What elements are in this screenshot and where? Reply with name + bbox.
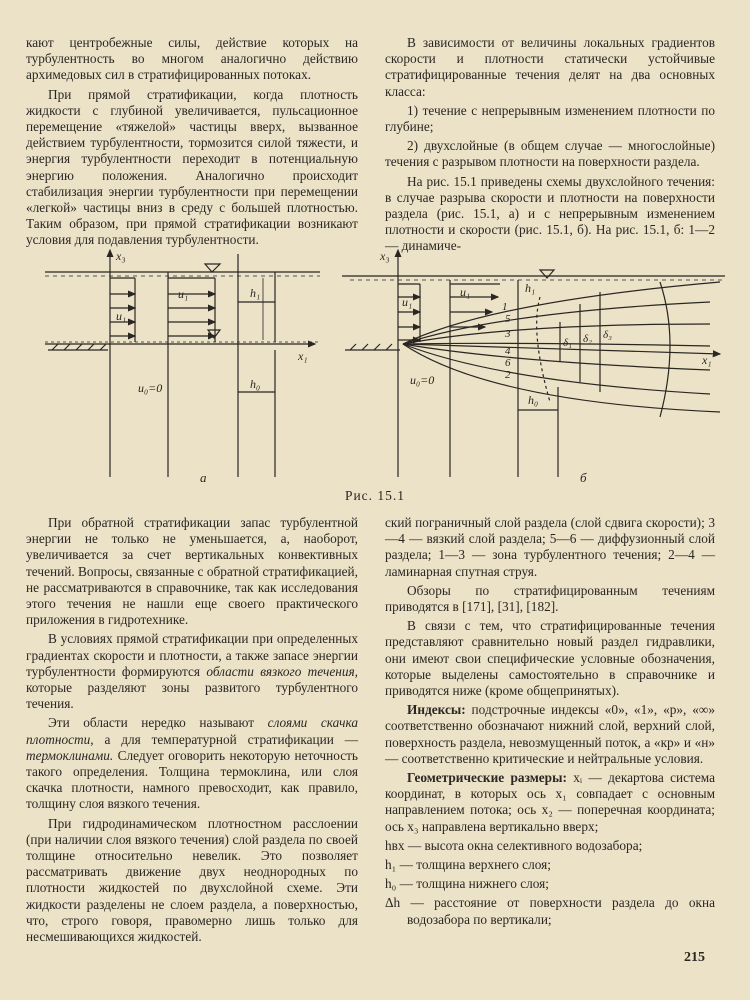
label-u1-a1: u₁ xyxy=(116,309,127,323)
curve-label-4: 4 xyxy=(505,345,511,357)
label-h0-b: h₀ xyxy=(528,393,539,407)
heading-indices: Индексы: xyxy=(407,702,466,718)
definition-item: Δh — расстояние от поверхности раздела до окна водозабора по вертикали; xyxy=(385,895,715,927)
figure-diagram xyxy=(20,242,732,487)
label-u1-a2: u₁ xyxy=(178,287,189,301)
paragraph: ский пограничный слой раздела (слой сдвига скорости); 3—4 — вязкий слой раздела; 5—6 — диффузионный слой раздела; 1—3 — зона турбулентного течения; 2—4 — ламинарная спутная струя. xyxy=(385,515,715,579)
label-u1-b2: u₁ xyxy=(460,285,471,299)
paragraph: Индексы: подстрочные индексы «0», «1», «р», «∞» соответственно обозначают нижний слой, верхний слой, поверхность раздела, невозмущенный поток, а «кр» и «н» — соответственно критические и нейтральные условия. xyxy=(385,702,715,766)
label-delta1: δ₁ xyxy=(563,337,572,349)
label-u0-a: u₀=0 xyxy=(138,381,163,395)
paragraph: Обзоры по стратифицированным течениям приводятся в [171], [31], [182]. xyxy=(385,582,715,615)
label-h1-a: h₁ xyxy=(250,286,261,300)
column-top-left xyxy=(26,35,358,252)
definition-item: hвх — высота окна селективного водозабора; xyxy=(385,837,643,853)
paragraph: В связи с тем, что стратифицированные течения представляют сравнительно новый раздел гидравлики, они имеют свои специфические условные обозначения, которые выделены самостоятельно в справочнике и приводятся ниже (кроме общепринятых). xyxy=(385,618,715,699)
label-h0-a: h₀ xyxy=(250,377,261,391)
paragraph: На рис. 15.1 приведены схемы двухслойного течения: в случае разрыва скорости и плотности на поверхности раздела (рис. 15.1, а) и с непрерывным изменением плотности и скорости (рис. 15.1, б). На рис. 15.1, б: 1—2 — динамиче- xyxy=(385,173,715,254)
figure-15-1 xyxy=(20,242,732,487)
page-number: 215 xyxy=(684,950,705,965)
column-bottom-right xyxy=(385,515,715,931)
paragraph: Геометрические размеры: xᵢ — декартова система координат, в которых ось x₁ совпадает с основным направлением потока; ось x₂ — поперечная координата; ось x₃ направлена вертикально вверх; xyxy=(385,770,715,834)
column-bottom-left xyxy=(26,515,358,948)
label-x1-b: x₁ xyxy=(702,353,712,367)
definition-item: h₁ — толщина верхнего слоя; xyxy=(385,857,551,873)
emphasis: термоклинами. xyxy=(26,747,114,763)
column-top-right xyxy=(385,35,715,258)
paragraph: При прямой стратификации, когда плотность жидкости с глубиной увеличивается, пульсационное перемещение «тяжелой» частицы вверх, вызванное действием турбулентности, тормозится силой тяжести, и энергия турбулентности переходит в потенциальную энергию положения. Аналогично происходит стабилизация энергии турбулентности при перемещении «легкой» частицы вниз в среду с большей плотностью. Таким образом, при прямой стратификации возникают условия для подавления турбулентности. xyxy=(26,86,358,248)
curve-label-5: 5 xyxy=(505,313,511,325)
paragraph: В условиях прямой стратификации при определенных градиентах скорости и плотности, а также запасе энергии турбулентности формируются области вязкого течения, которые разделяют зоны развитого турбулентного течения. xyxy=(26,631,358,712)
label-a: а xyxy=(200,470,207,485)
label-b: б xyxy=(580,470,587,485)
emphasis: слоями скачка плотности, xyxy=(26,715,358,747)
paragraph: При обратной стратификации запас турбулентной энергии не только не уменьшается, а, наоборот, увеличивается за счет вертикальных конвективных течений. Вопросы, связанные с обратной стратификацией, не рассматриваются в справочнике, так как исследования этого течения не нашли еще своего практического приложения в гидротехнике. xyxy=(26,515,358,628)
emphasis: области вязкого течения, xyxy=(206,663,358,679)
label-x3-b: x₃ xyxy=(380,249,390,263)
label-delta2: δ₂ xyxy=(583,333,592,345)
heading-geometry: Геометрические размеры: xyxy=(407,770,567,786)
paragraph: При гидродинамическом плотностном расслоении (при наличии слоя вязкого течения) слой раздела по своей толщине относительно невелик. Это позволяет рассматривать движение двух неоднородных по плотности жидкостей по двухслойной схеме. Эти жидкости разделены не слоем раздела, а поверхностью, что, строго говоря, правомерно лишь только для несмешивающихся жидкостей. xyxy=(26,815,358,945)
label-delta3: δ₃ xyxy=(603,329,612,341)
list-item: 2) двухслойные (в общем случае — многослойные) течения с разрывом плотности на поверхности раздела. xyxy=(385,138,715,170)
label-h1-b: h₁ xyxy=(525,281,536,295)
curve-label-1: 1 xyxy=(502,301,508,313)
curve-label-6: 6 xyxy=(505,357,511,369)
label-x3-a: x₃ xyxy=(116,249,126,263)
curve-label-3: 3 xyxy=(505,328,511,340)
paragraph: Эти области нередко называют слоями скачка плотности, а для температурной стратификации — термоклинами. Следует оговорить некоторую неточность такого определения. Толщина термоклина, или слоя скачка плотности, намного превосходит, как правило, толщину слоя вязкого течения. xyxy=(26,715,358,812)
label-u1-b1: u₁ xyxy=(402,295,413,309)
definition-item: h₀ — толщина нижнего слоя; xyxy=(385,876,549,892)
list-item: 1) течение с непрерывным изменением плотности по глубине; xyxy=(385,102,715,135)
figure-caption: Рис. 15.1 xyxy=(344,488,406,503)
paragraph: кают центробежные силы, действие которых на турбулентность во многом аналогично действию архимедовых сил в стратифицированных потоках. xyxy=(26,35,358,83)
curve-label-2: 2 xyxy=(505,369,511,381)
paragraph: В зависимости от величины локальных градиентов скорости и плотности статически устойчивые стратифицированные течения делят на два основных класса: xyxy=(385,35,715,99)
label-x1-a: x₁ xyxy=(298,349,308,363)
label-u0-b: u₀=0 xyxy=(410,373,435,387)
